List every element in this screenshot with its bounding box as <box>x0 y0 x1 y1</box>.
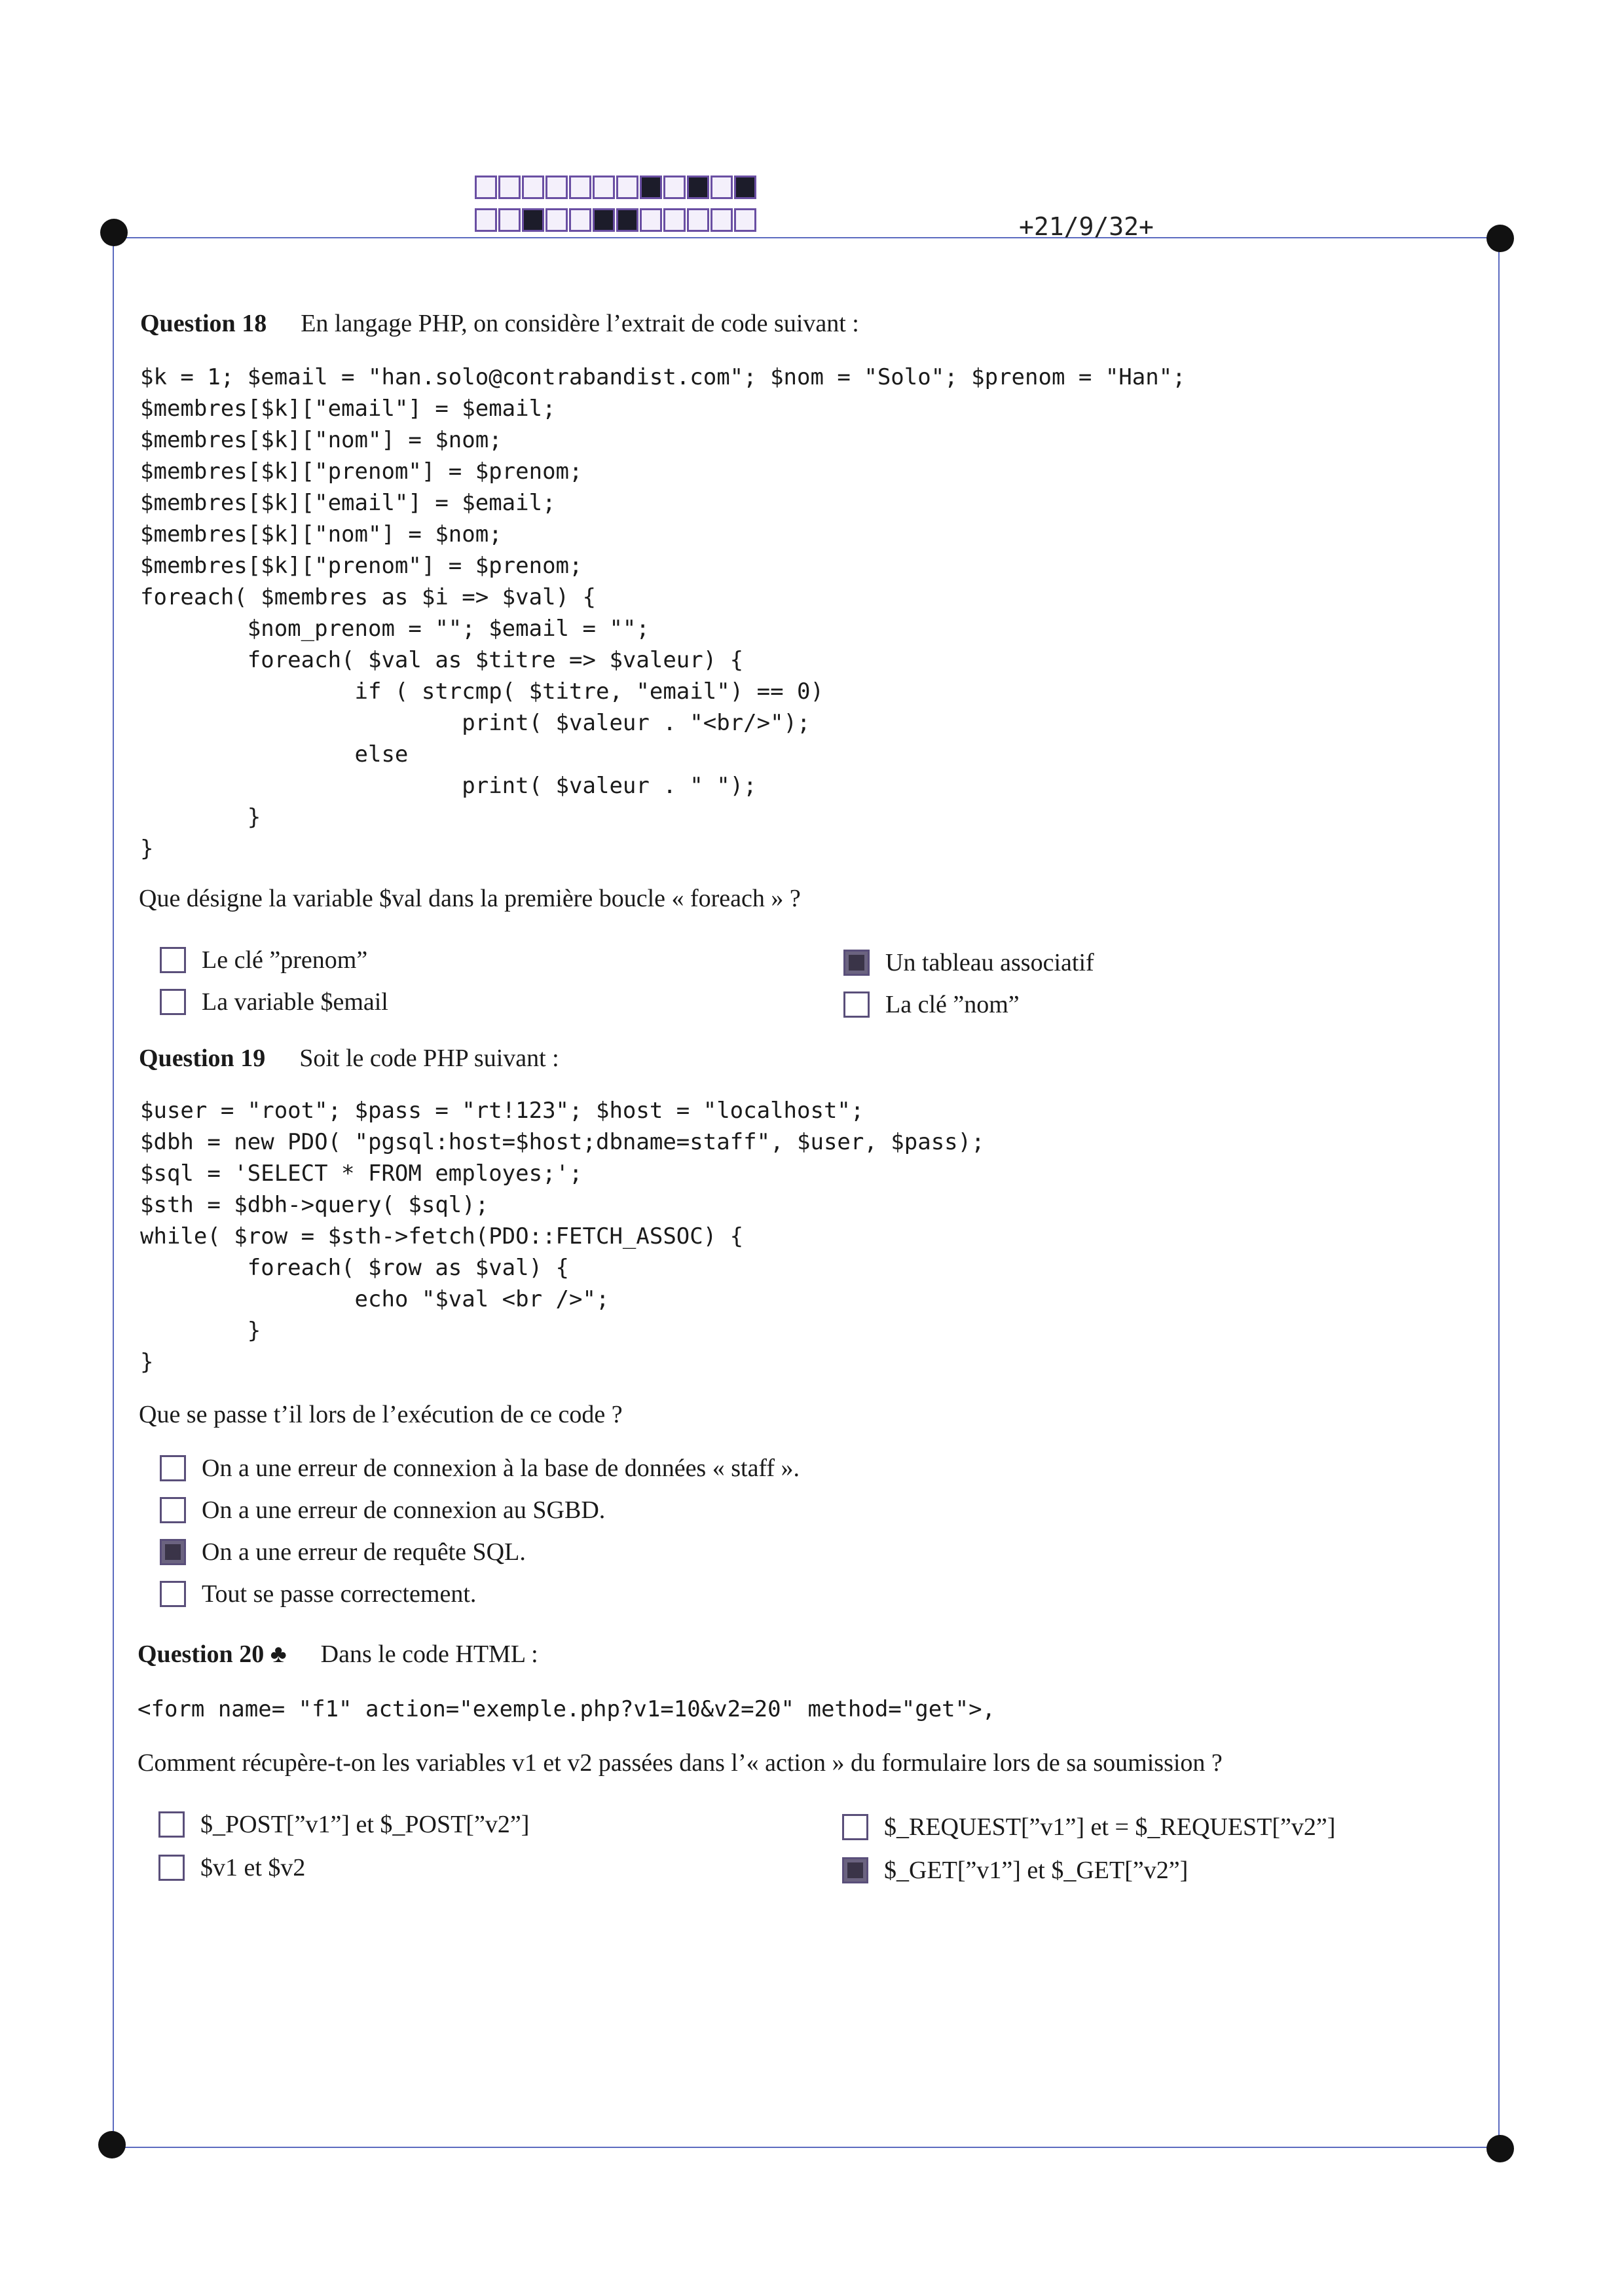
code-line: foreach( $row as $val) { <box>140 1255 570 1281</box>
id-box-row-bottom <box>475 208 758 232</box>
question-number: Question 18 <box>140 310 267 337</box>
question-intro: En langage PHP, on considère l’extrait de code suivant : <box>301 310 859 337</box>
checkbox[interactable] <box>843 991 870 1018</box>
code-line: foreach( $val as $titre => $valeur) { <box>140 647 744 673</box>
question-prompt: Comment récupère-t-on les variables v1 et v2 passées dans l’« action » du formulaire lors de sa soumission ? <box>138 1749 1223 1777</box>
option[interactable] <box>160 1496 605 1525</box>
code-line: print( $valeur . " "); <box>140 773 757 799</box>
id-box <box>545 208 568 232</box>
option[interactable] <box>843 990 1020 1019</box>
code-line: <form name= "f1" action="exemple.php?v1=10&v2=20" method="get">, <box>138 1696 996 1722</box>
code-line: $nom_prenom = ""; $email = ""; <box>140 616 650 642</box>
option-label: $_GET[”v1”] et $_GET[”v2”] <box>884 1857 1189 1884</box>
id-box <box>710 176 733 199</box>
option[interactable] <box>842 1813 1335 1842</box>
code-line: else <box>140 741 409 768</box>
option-label: La variable $email <box>202 988 388 1016</box>
question-number: Question 20 ♣ <box>138 1640 287 1668</box>
code-block <box>138 1694 995 1725</box>
id-box <box>640 208 662 232</box>
id-box <box>687 176 709 199</box>
option-label: $_POST[”v1”] et $_POST[”v2”] <box>200 1811 530 1838</box>
code-block <box>140 1095 985 1378</box>
id-box <box>734 208 756 232</box>
id-box <box>663 208 686 232</box>
option[interactable] <box>158 1810 529 1839</box>
code-line: $k = 1; $email = "han.solo@contrabandist.com"; $nom = "Solo"; $prenom = "Han"; <box>140 364 1186 390</box>
id-box <box>498 208 521 232</box>
id-box <box>475 208 497 232</box>
checkbox[interactable] <box>160 1455 186 1481</box>
question-intro: Dans le code HTML : <box>320 1640 538 1668</box>
option[interactable] <box>160 1580 476 1608</box>
option[interactable] <box>160 988 388 1016</box>
option-label: On a une erreur de connexion à la base de données « staff ». <box>202 1454 800 1482</box>
question-18-title <box>140 309 859 338</box>
question-20-title <box>138 1640 538 1669</box>
checkbox[interactable] <box>843 950 870 976</box>
corner-marker <box>1486 2135 1514 2162</box>
id-box <box>616 176 638 199</box>
code-line: while( $row = $sth->fetch(PDO::FETCH_ASSOC) { <box>140 1223 744 1250</box>
option-label: Un tableau associatif <box>885 949 1094 976</box>
code-line: } <box>140 1318 261 1344</box>
option[interactable] <box>160 1454 800 1483</box>
id-box <box>569 208 591 232</box>
code-line: $sql = 'SELECT * FROM employes;'; <box>140 1160 583 1187</box>
option[interactable] <box>842 1856 1188 1885</box>
option[interactable] <box>158 1853 305 1882</box>
code-line: $dbh = new PDO( "pgsql:host=$host;dbname=staff", $user, $pass); <box>140 1129 985 1155</box>
code-block <box>140 361 1186 864</box>
checkbox[interactable] <box>158 1855 185 1881</box>
question-19-title <box>139 1044 559 1073</box>
id-box <box>710 208 733 232</box>
option-label: $_REQUEST[”v1”] et = $_REQUEST[”v2”] <box>884 1813 1336 1841</box>
checkbox[interactable] <box>160 947 186 973</box>
code-line: $membres[$k]["email"] = $email; <box>140 490 556 516</box>
code-line: } <box>140 836 154 862</box>
id-box <box>475 176 497 199</box>
code-line: $membres[$k]["nom"] = $nom; <box>140 427 502 453</box>
question-prompt: Que désigne la variable $val dans la première boucle « foreach » ? <box>139 885 801 912</box>
corner-marker <box>100 219 128 246</box>
code-line: if ( strcmp( $titre, "email") == 0) <box>140 678 824 705</box>
code-line: $membres[$k]["prenom"] = $prenom; <box>140 458 583 485</box>
id-box <box>545 176 568 199</box>
option[interactable] <box>160 1538 526 1566</box>
id-box <box>593 176 615 199</box>
option-label: On a une erreur de connexion au SGBD. <box>202 1496 606 1524</box>
id-box-row-top <box>475 176 758 199</box>
id-box <box>522 176 544 199</box>
code-line: $user = "root"; $pass = "rt!123"; $host = "localhost"; <box>140 1098 864 1124</box>
id-box <box>640 176 662 199</box>
code-line: } <box>140 1349 154 1375</box>
option-label: $v1 et $v2 <box>200 1854 306 1881</box>
corner-marker <box>1486 225 1514 252</box>
code-line: $membres[$k]["nom"] = $nom; <box>140 521 502 547</box>
checkbox[interactable] <box>158 1811 185 1838</box>
corner-marker <box>98 2131 126 2158</box>
code-line: echo "$val <br />"; <box>140 1286 610 1312</box>
code-line: $sth = $dbh->query( $sql); <box>140 1192 489 1218</box>
id-box <box>734 176 756 199</box>
page-id-code: +21/9/32+ <box>1019 212 1154 241</box>
question-number: Question 19 <box>139 1045 266 1072</box>
question-intro: Soit le code PHP suivant : <box>299 1045 559 1072</box>
code-line: $membres[$k]["email"] = $email; <box>140 396 556 422</box>
option-label: La clé ”nom” <box>885 991 1020 1018</box>
checkbox[interactable] <box>842 1814 868 1840</box>
checkbox[interactable] <box>160 1581 186 1607</box>
option[interactable] <box>843 948 1094 977</box>
code-line: foreach( $membres as $i => $val) { <box>140 584 596 610</box>
checkbox[interactable] <box>160 1497 186 1523</box>
id-box <box>593 208 615 232</box>
checkbox[interactable] <box>160 1539 186 1565</box>
option-label: On a une erreur de requête SQL. <box>202 1538 526 1566</box>
id-box <box>663 176 686 199</box>
code-line: print( $valeur . "<br/>"); <box>140 710 811 736</box>
checkbox[interactable] <box>160 989 186 1015</box>
option[interactable] <box>160 946 367 974</box>
question-prompt: Que se passe t’il lors de l’exécution de ce code ? <box>139 1401 623 1428</box>
option-label: Tout se passe correctement. <box>202 1580 477 1608</box>
id-box <box>569 176 591 199</box>
option-label: Le clé ”prenom” <box>202 946 368 974</box>
id-box <box>687 208 709 232</box>
id-box <box>522 208 544 232</box>
id-box <box>616 208 638 232</box>
code-line: } <box>140 804 261 830</box>
id-box <box>498 176 521 199</box>
code-line: $membres[$k]["prenom"] = $prenom; <box>140 553 583 579</box>
checkbox[interactable] <box>842 1857 868 1883</box>
